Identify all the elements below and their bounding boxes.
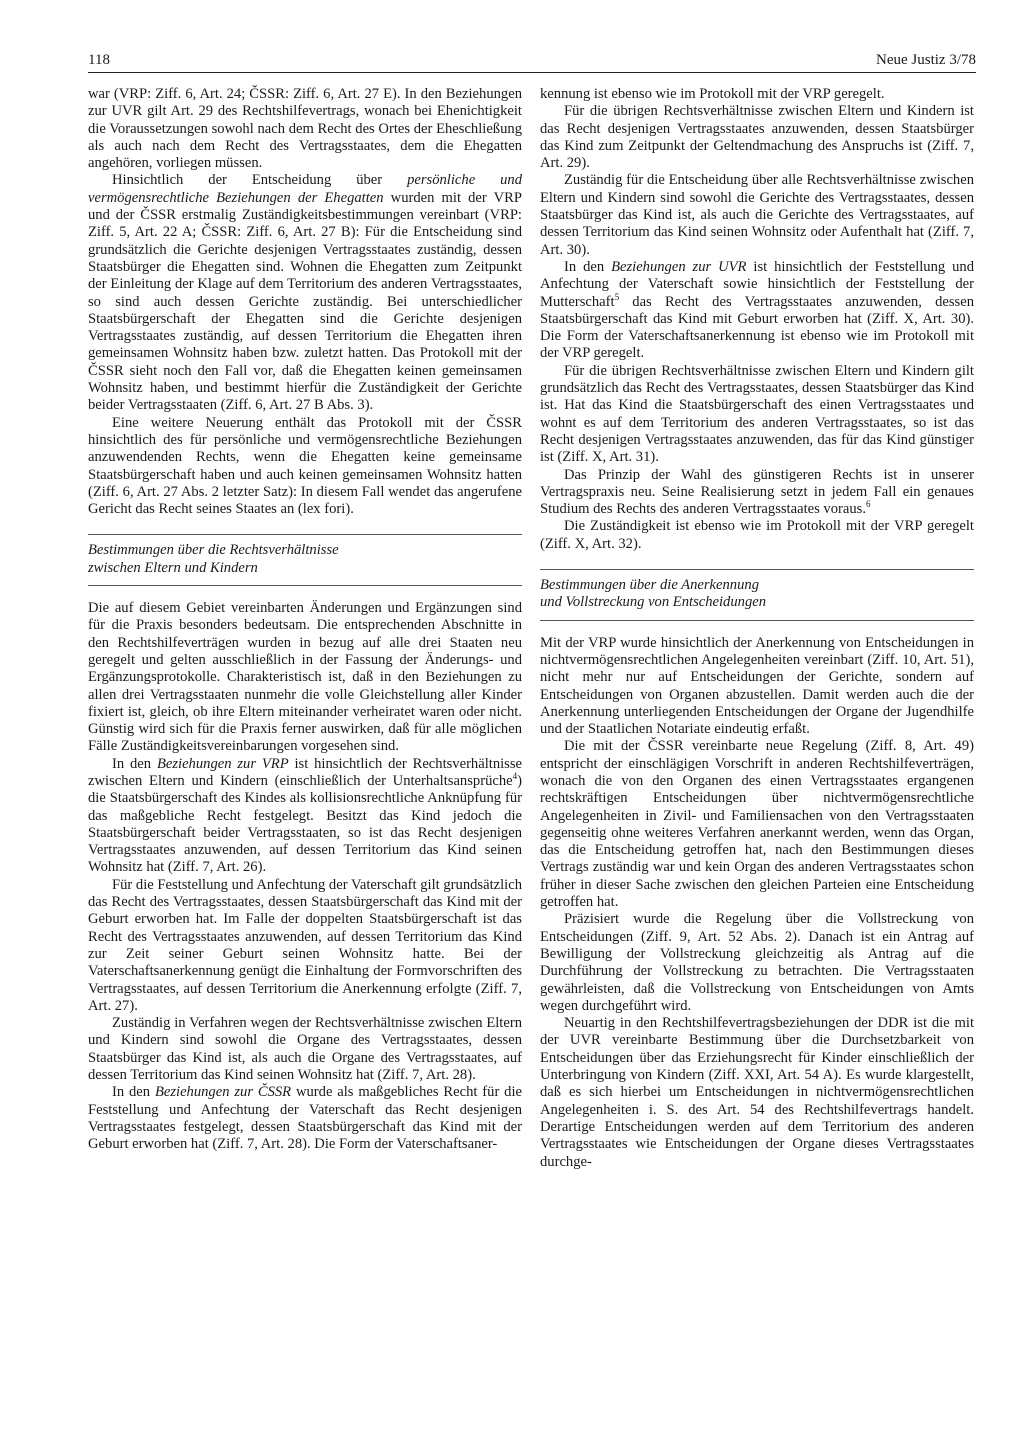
paragraph: Präzisiert wurde die Regelung über die Vollstreckung von Entscheidungen (Ziff. 9, Art. 52 Abs. 2). Danach ist ein Antrag auf Bewilligung der Vollstreckung gleichzeitig als Antrag auf die Durchführung der Vollstreckung zu betrachten. Die Vertragsstaaten gewährleisten, daß die Vollstreckung von Entscheidungen von Amts wegen durchgeführt wird. bbox=[540, 911, 974, 1014]
header-rule bbox=[88, 72, 976, 73]
section-heading: Bestimmungen über die Rechtsverhältnisse zwischen Eltern und Kindern bbox=[88, 534, 522, 586]
emphasis: Beziehungen zur VRP bbox=[156, 755, 289, 772]
page-number: 118 bbox=[88, 52, 110, 68]
page-header bbox=[88, 52, 976, 74]
journal-issue: Neue Justiz 3/78 bbox=[876, 52, 976, 68]
paragraph: Zuständig in Verfahren wegen der Rechtsverhältnisse zwischen Eltern und Kindern sind sowohl die Organe des Vertragsstaates, dessen Staatsbürger das Kind ist, als auch die Organe des Vertragsstaates, auf dessen Territorium das Kind seinen Wohnsitz hat (Ziff. 7, Art. 28). bbox=[88, 1015, 522, 1084]
paragraph: war (VRP: Ziff. 6, Art. 24; ČSSR: Ziff. 6, Art. 27 E). In den Beziehungen zur UVR gilt Art. 29 des Rechtshilfevertrags, wonach bei Ehenichtigkeit die Voraussetzungen sowohl nach dem Recht des Ortes der Eheschließung als auch nach dem Recht des Vertragsstaates, dem die Ehegatten angehören, vorliegen müssen. bbox=[88, 86, 522, 172]
paragraph: Zuständig für die Entscheidung über alle Rechtsverhältnisse zwischen Eltern und Kindern sind sowohl die Gerichte des Vertragsstaates, dessen Staatsbürger das Kind ist, als auch die Gerichte des Vertragsstaates, auf dessen Territorium das Kind seinen Wohnsitz oder Aufenthalt hat (Ziff. 7, Art. 30). bbox=[540, 172, 974, 258]
paragraph: Die mit der ČSSR vereinbarte neue Regelung (Ziff. 8, Art. 49) entspricht der einschlägigen Vorschrift in anderen Rechtshilfeverträgen, wonach die von den Organen des einen Vertragsstaates ergangenen rechtskräftigen Entscheidungen über nichtvermögensrechtliche Angelegenheiten in Zivil- und Familiensachen von den Vertragsstaaten gegenseitig ohne weiteres Verfahren anerkannt werden, wenn das Organ, das die Entscheidung getroffen hat, nach den Bestimmungen dieses Vertrags zuständig war und kein Organ des anderen Vertragsstaates schon früher in dieser Sache zwischen den gleichen Parteien eine Entscheidung getroffen hat. bbox=[540, 738, 974, 911]
paragraph: Eine weitere Neuerung enthält das Protokoll mit der ČSSR hinsichtlich des für persönliche und vermögensrechtliche Beziehungen anzuwendenden Rechts, wenn die Ehegatten keine gemeinsame Staatsbürgerschaft haben und auch keinen gemeinsamen Wohnsitz hatten (Ziff. 6, Art. 27 Abs. 2 letzter Satz): In diesem Fall wendet das angerufene Gericht das Recht seines Staates an (lex fori). bbox=[88, 414, 522, 518]
paragraph: Für die übrigen Rechtsverhältnisse zwischen Eltern und Kindern gilt grundsätzlich das Recht des Vertragsstaates, dessen Staatsbürger das Kind ist. Hat das Kind die Staatsbürgerschaft des einen Vertragsstaates und wohnt es auf dem Territorium des anderen Vertragsstaates, so ist das Recht desjenigen Vertragsstaates anzuwenden, das für das Kind günstiger ist (Ziff. X, Art. 31). bbox=[540, 362, 974, 466]
paragraph: In den Beziehungen zur VRP ist hinsichtlich der Rechtsverhältnisse zwischen Eltern und Kindern (einschließlich der Unterhaltsansprüche$^4$) die Staatsbürgerschaft des Kindes als kollisionsrechtliche Anknüpfung für das maßgebliche Recht festgelegt. Besitzt das Kind jedoch die Staatsbürgerschaft beider Vertragsstaaten, so ist das Recht desjenigen Vertragsstaates anzuwenden, auf dessen Territorium das Kind seinen Wohnsitz hat (Ziff. 7, Art. 26). bbox=[88, 755, 523, 876]
emphasis: Beziehungen zur ČSSR bbox=[154, 1084, 292, 1101]
paragraph: Neuartig in den Rechtshilfevertragsbeziehungen der DDR ist die mit der UVR vereinbarte Bestimmung über die Durchsetzbarkeit von Entscheidungen über das Erziehungsrecht für Kinder einschließlich der Unterbringung von Kindern (Ziff. XXI, Art. 54 A). Es wurde klargestellt, daß es sich hierbei um Entscheidungen in nichtvermögensrechtlichen Angelegenheiten i. S. des Art. 54 des Rechtshilfevertrags handelt. Derartige Entscheidungen werden auf dem Territorium des anderen Vertragsstaates wie Entscheidungen der Organe dieses Vertragsstaates durchge- bbox=[540, 1015, 974, 1170]
paragraph: Hinsichtlich der Entscheidung über persönliche und vermögensrechtliche Beziehungen der Ehegatten wurden mit der VRP und der ČSSR erstmalig Zuständigkeitsbestimmungen vereinbart (VRP: Ziff. 5, Art. 22 A; ČSSR: Ziff. 6, Art. 27 B): Für die Entscheidung sind grundsätzlich die Gerichte desjenigen Vertragsstaates zuständig, dessen Staatsbürger die Ehegatten sind. Wohnen die Ehegatten zum Zeitpunkt der Einleitung der Klage auf dem Territorium des anderen Vertragsstaates, so sind auch dessen Gerichte zuständig. Bei unterschiedlicher Staatsbürgerschaft der Ehegatten sind die Gerichte desjenigen Vertragsstaates zuständig, auf dessen Territorium die Ehegatten ihren gemeinsamen Wohnsitz haben bzw. zuletzt hatten. Das Protokoll mit der ČSSR sieht noch den Fall vor, daß die Ehegatten keinen gemeinsamen Wohnsitz haben, und bestimmt hierfür die Zuständigkeit der Gerichte beider Vertragsstaaten (Ziff. 6, Art. 27 B Abs. 3). bbox=[88, 172, 523, 414]
paragraph: Das Prinzip der Wahl des günstigeren Rechts ist in unserer Vertragspraxis neu. Seine Realisierung setzt in jedem Fall ein genaues Studium des Rechts des anderen Vertragsstaates voraus.$^6$ bbox=[540, 466, 974, 518]
footnote-ref: 5 bbox=[614, 291, 620, 302]
paragraph: In den Beziehungen zur UVR ist hinsichtlich der Feststellung und Anfechtung der Vaterschaft sowie hinsichtlich der Feststellung der Mutterschaft$^5$ das Recht des Vertragsstaates anzuwenden, dessen Staatsbürgerschaft das Kind mit Geburt erworben hat (Ziff. X, Art. 30). Die Form der Vaterschaftsanerkennung ist ebenso wie im Protokoll mit der VRP geregelt. bbox=[540, 258, 974, 362]
emphasis: persönliche und vermögensrechtliche Beziehungen der Ehegatten bbox=[88, 172, 522, 206]
paragraph: Mit der VRP wurde hinsichtlich der Anerkennung von Entscheidungen in nichtvermögensrechtlichen Angelegenheiten vereinbart (Ziff. 10, Art. 51), nicht mehr nur auf Entscheidungen der Gerichte, sondern auf Entscheidungen von Organen abzustellen. Damit werden auch die der Anerkennung unterliegenden Entscheidungen der Organe der Jugendhilfe und der Staatlichen Notariate eindeutig erfaßt. bbox=[540, 634, 974, 738]
paragraph: Für die Feststellung und Anfechtung der Vaterschaft gilt grundsätzlich das Recht des Vertragsstaates, dessen Staatsbürgerschaft das Kind mit der Geburt erworben hat. Im Falle der doppelten Staatsbürgerschaft ist das Recht des Vertragsstaates anzuwenden, auf dessen Territorium das Kind zur Zeit seiner Geburt seinen Wohnsitz hatte. Bei der Vaterschaftsanerkennung genügt die Einhaltung der Formvorschriften des Vertragsstaates, auf dessen Territorium die Anerkennung erfolgte (Ziff. 7, Art. 27). bbox=[88, 876, 522, 1014]
paragraph: Für die übrigen Rechtsverhältnisse zwischen Eltern und Kindern ist das Recht desjenigen Vertragsstaates anzuwenden, dessen Staatsbürger das Kind zum Zeitpunkt der Geltendmachung des Anspruchs ist (Ziff. 7, Art. 29). bbox=[540, 103, 974, 172]
left-column bbox=[88, 86, 522, 1154]
emphasis: Beziehungen zur UVR bbox=[611, 258, 747, 275]
section-heading: Bestimmungen über die Anerkennung und Vollstreckung von Entscheidungen bbox=[540, 569, 974, 621]
footnote-ref: 6 bbox=[866, 499, 871, 510]
footnote-ref: 4 bbox=[512, 771, 518, 782]
paragraph: Die auf diesem Gebiet vereinbarten Änderungen und Ergänzungen sind für die Praxis besonders bedeutsam. Die entsprechenden Abschnitte in den Rechtshilfeverträgen wurden in bezug auf alle drei Staaten neu geregelt und gelten ausschließlich in der Fassung der Änderungs- und Ergänzungsprotokolle. Charakteristisch ist, daß in den Beziehungen zu allen drei Vertragsstaaten nunmehr die volle Gleichstellung aller Kinder fixiert ist, gleich, ob ihre Eltern miteinander verheiratet waren oder nicht. Günstig wird sich für die Praxis ferner auswirken, daß für alle möglichen Fälle Zuständigkeitsvereinbarungen vorgesehen sind. bbox=[88, 600, 522, 755]
right-column bbox=[540, 86, 974, 1171]
paragraph: Die Zuständigkeit ist ebenso wie im Protokoll mit der VRP geregelt (Ziff. X, Art. 32). bbox=[540, 518, 974, 552]
paragraph: kennung ist ebenso wie im Protokoll mit der VRP geregelt. bbox=[540, 86, 885, 102]
paragraph: In den Beziehungen zur ČSSR wurde als maßgebliches Recht für die Feststellung und Anfechtung der Vaterschaft das Recht desjenigen Vertragsstaates festgelegt, dessen Staatsbürgerschaft das Kind mit der Geburt erworben hat (Ziff. 7, Art. 28). Die Form der Vaterschaftsaner- bbox=[88, 1084, 523, 1153]
